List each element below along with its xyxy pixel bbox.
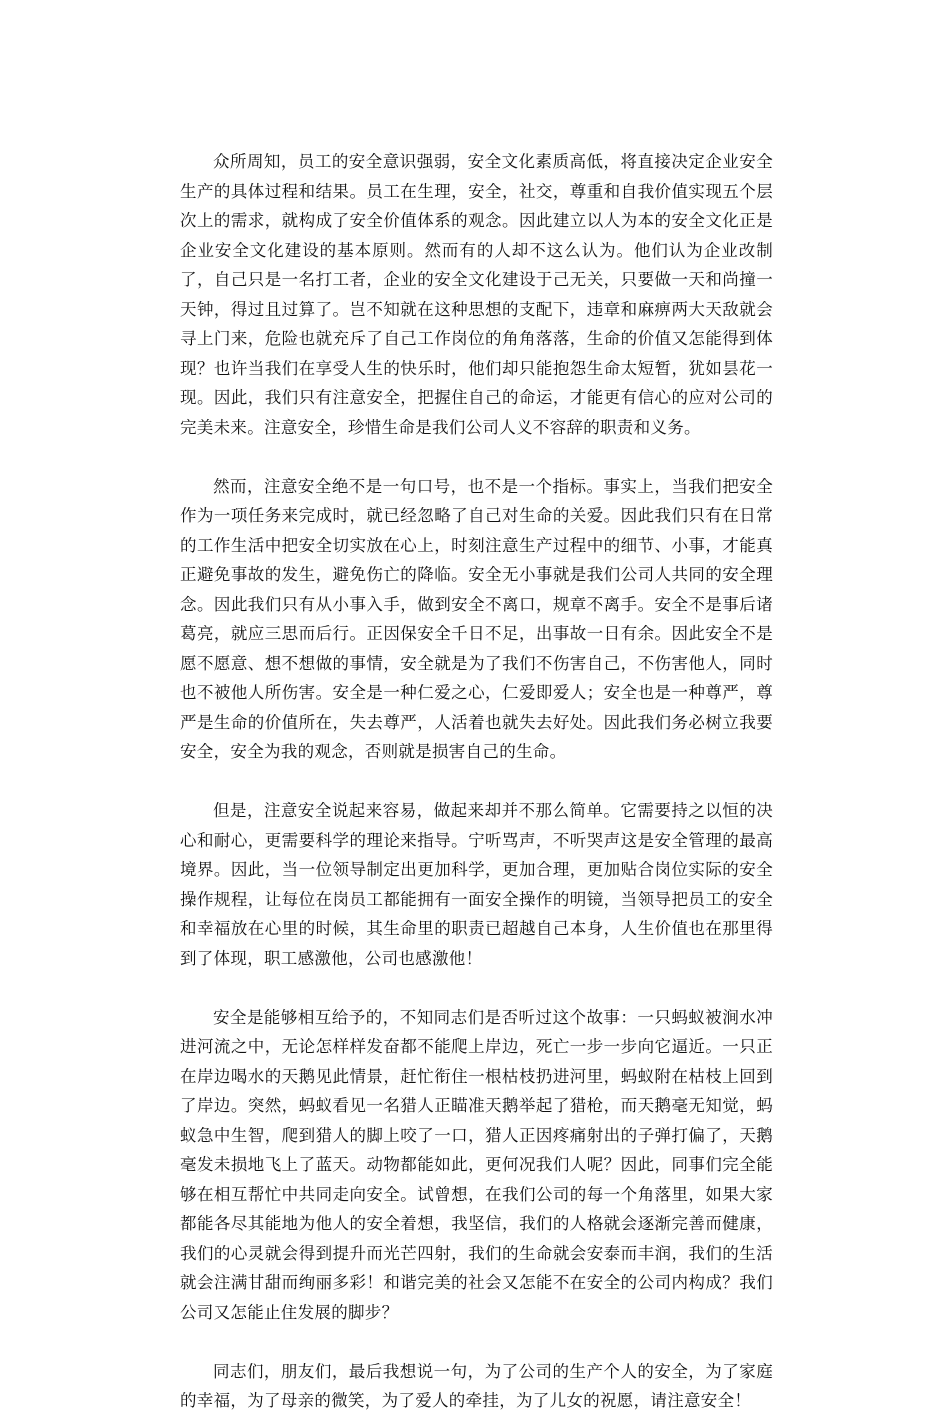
paragraph-1: 众所周知，员工的安全意识强弱，安全文化素质高低，将直接决定企业安全生产的具体过程和结果。员工在生理，安全，社交，尊重和自我价值实现五个层次上的需求，就构成了安全价值体系的观念。因此建立以人为本的安全文化正是企业安全文化建设的基本原则。然而有的人却不这么认为。他们认为企业改制了，自己只是一名打工者，企业的安全文化建设于己无关，只要做一天和尚撞一天钟，得过且过算了。岂不知就在这种思想的支配下，违章和麻痹两大天敌就会寻上门来，危险也就充斥了自己工作岗位的角角落落，生命的价值又怎能得到体现？也许当我们在享受人生的快乐时，他们却只能抱怨生命太短暂，犹如昙花一现。因此，我们只有注意安全，把握住自己的命运，才能更有信心的应对公司的完美未来。注意安全，珍惜生命是我们公司人义不容辞的职责和义务。 [180,152,773,437]
paragraph-5: 同志们，朋友们，最后我想说一句，为了公司的生产个人的安全，为了家庭的幸福，为了母亲的微笑，为了爱人的牵挂，为了儿女的祝愿，请注意安全！ [180,1361,773,1410]
paragraph-4: 安全是能够相互给予的，不知同志们是否听过这个故事：一只蚂蚁被涧水冲进河流之中，无论怎样样发奋都不能爬上岸边，死亡一步一步向它逼近。一只正在岸边喝水的天鹅见此情景，赶忙衔住一根枯枝扔进河里，蚂蚁附在枯枝上回到了岸边。突然，蚂蚁看见一名猎人正瞄准天鹅举起了猎枪，而天鹅毫无知觉，蚂蚁急中生智，爬到猎人的脚上咬了一口，猎人正因疼痛射出的子弹打偏了，天鹅毫发未损地飞上了蓝天。动物都能如此，更何况我们人呢？因此，同事们完全能够在相互帮忙中共同走向安全。试曾想，在我们公司的每一个角落里，如果大家都能各尽其能地为他人的安全着想，我坚信，我们的人格就会逐渐完善而健康，我们的心灵就会得到提升而光芒四射，我们的生命就会安泰而丰润，我们的生活就会注满甘甜而绚丽多彩！和谐完美的社会又怎能不在安全的公司内构成？我们公司又怎能止住发展的脚步？ [180,1007,773,1322]
paragraph-3: 但是，注意安全说起来容易，做起来却并不那么简单。它需要持之以恒的决心和耐心，更需要科学的理论来指导。宁听骂声，不听哭声这是安全管理的最高境界。因此，当一位领导制定出更加科学，更加合理，更加贴合岗位实际的安全操作规程，让每位在岗员工都能拥有一面安全操作的明镜，当领导把员工的安全和幸福放在心里的时候，其生命里的职责已超越自己本身，人生价值也在那里得到了体现，职工感激他，公司也感激他！ [180,801,773,968]
paragraph-2: 然而，注意安全绝不是一句口号，也不是一个指标。事实上，当我们把安全作为一项任务来完成时，就已经忽略了自己对生命的关爱。因此我们只有在日常的工作生活中把安全切实放在心上，时刻注意生产过程中的细节、小事，才能真正避免事故的发生，避免伤亡的降临。安全无小事就是我们公司人共同的安全理念。因此我们只有从小事入手，做到安全不离口，规章不离手。安全不是事后诸葛亮，就应三思而后行。正因保安全千日不足，出事故一日有余。因此安全不是愿不愿意、想不想做的事情，安全就是为了我们不伤害自己，不伤害他人，同时也不被他人所伤害。安全是一种仁爱之心，仁爱即爱人；安全也是一种尊严，尊严是生命的价值所在，失去尊严，人活着也就失去好处。因此我们务必树立我要安全，安全为我的观念，否则就是损害自己的生命。 [180,476,773,761]
document-body [180,147,773,1416]
